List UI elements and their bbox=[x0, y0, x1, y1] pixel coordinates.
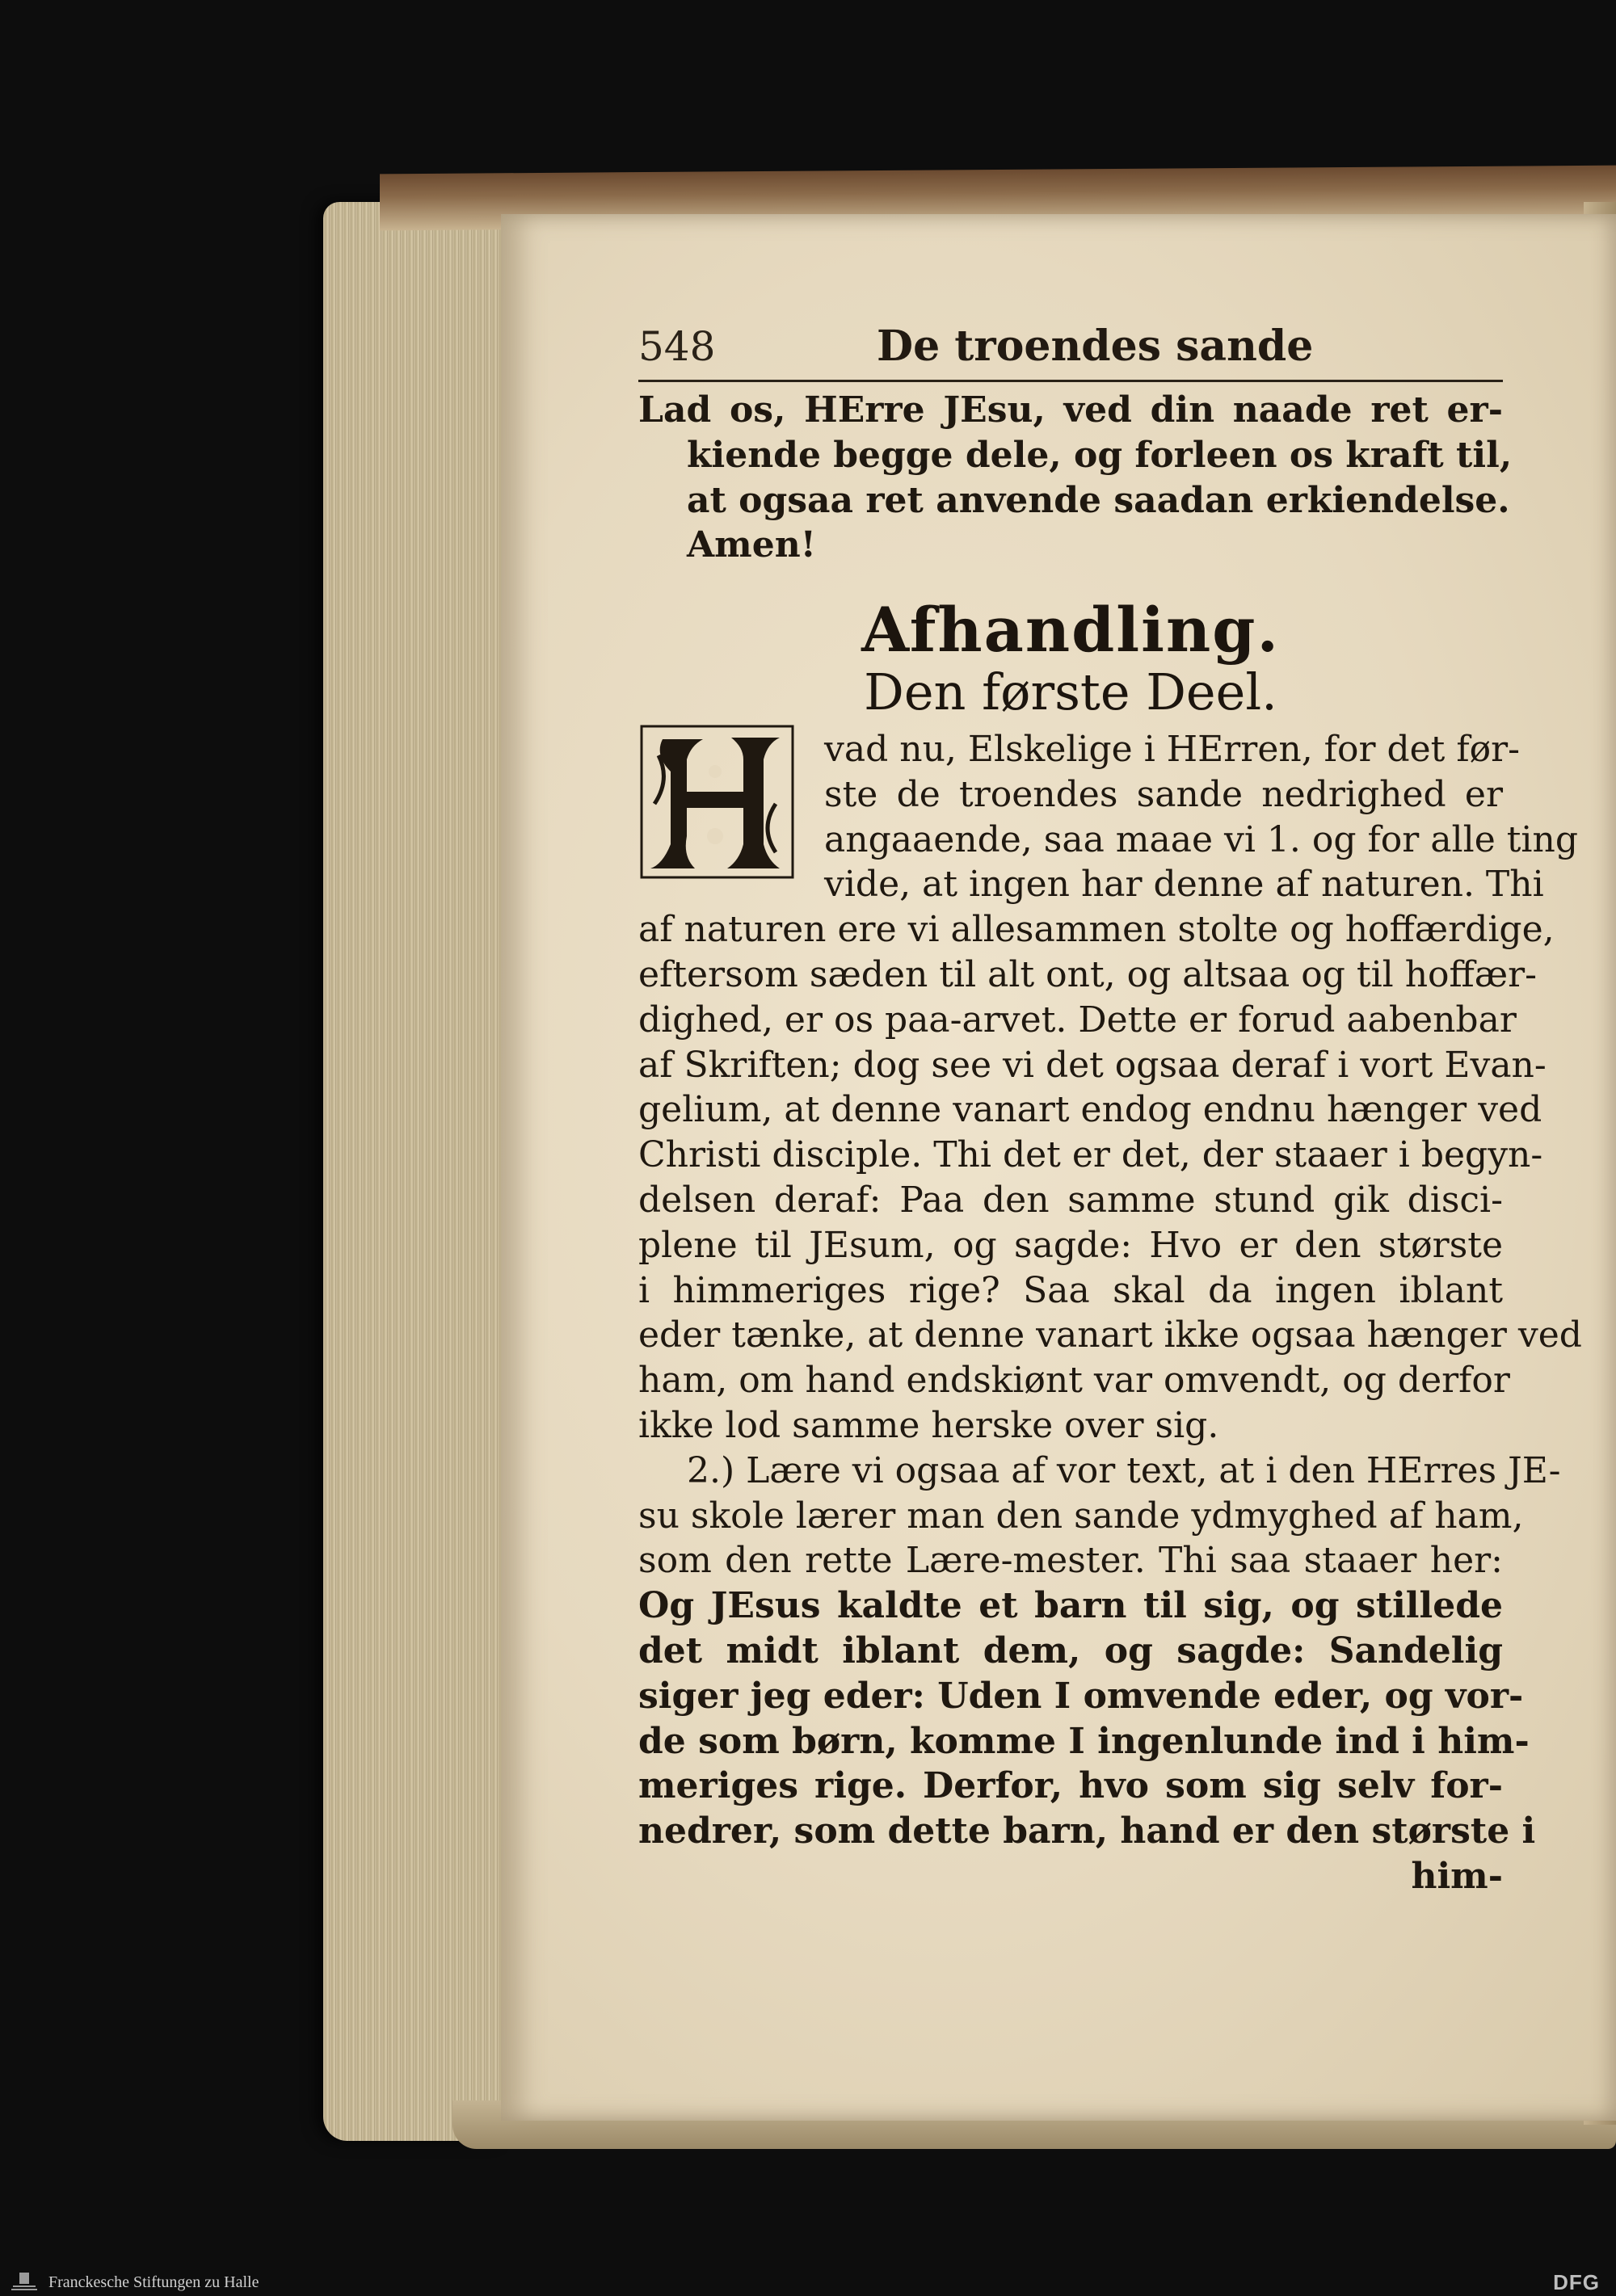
text-line: vide, at ingen har denne af naturen. Thi bbox=[824, 864, 1544, 906]
viewer-footer bbox=[0, 2269, 1616, 2296]
institution-logo-icon bbox=[8, 2271, 40, 2294]
text-line: siger jeg eder: Uden I omvende eder, og vor- bbox=[638, 1675, 1524, 1717]
institution-name: Franckesche Stiftungen zu Halle bbox=[48, 2273, 259, 2291]
prayer-line: kiende begge dele, og forleen os kraft til, bbox=[687, 434, 1513, 476]
text-line: det midt iblant dem, og sagde: Sandelig bbox=[638, 1629, 1503, 1672]
text-line: af naturen ere vi allesammen stolte og hoffærdige, bbox=[638, 909, 1555, 951]
prayer-line: at ogsaa ret anvende saadan erkiendelse. bbox=[687, 479, 1510, 521]
text-line: nedrer, som dette barn, hand er den største i bbox=[638, 1810, 1536, 1852]
page-number: 548 bbox=[638, 323, 716, 370]
text-line: ham, om hand endskiønt var omvendt, og derfor bbox=[638, 1360, 1510, 1402]
catchword: him- bbox=[1411, 1855, 1503, 1897]
text-line: delsen deraf: Paa den samme stund gik disci- bbox=[638, 1179, 1503, 1221]
dfg-logo: DFG bbox=[1553, 2270, 1600, 2294]
text-line: plene til JEsum, og sagde: Hvo er den største bbox=[638, 1224, 1503, 1266]
text-line: Og JEsus kaldte et barn til sig, og stillede bbox=[638, 1585, 1503, 1627]
closing-prayer bbox=[638, 388, 1513, 568]
text-line: gelium, at denne vanart endog endnu hænger ved bbox=[638, 1089, 1542, 1131]
prayer-line: Amen! bbox=[687, 524, 816, 566]
book-page-edges bbox=[323, 202, 501, 2141]
text-line: angaaende, saa maae vi 1. og for alle ting bbox=[824, 818, 1578, 860]
text-line: som den rette Lære-mester. Thi saa staaer her: bbox=[638, 1540, 1503, 1582]
text-line: eder tænke, at denne vanart ikke ogsaa hænger ved bbox=[638, 1314, 1582, 1356]
section-subtitle: Den første Deel. bbox=[864, 662, 1277, 721]
text-line: dighed, er os paa-arvet. Dette er forud aabenbar bbox=[638, 999, 1517, 1041]
text-line: af Skriften; dog see vi det ogsaa deraf i vort Evan- bbox=[638, 1044, 1547, 1086]
text-line: ikke lod samme herske over sig. bbox=[638, 1404, 1219, 1446]
text-line: su skole lærer man den sande ydmyghed af ham, bbox=[638, 1495, 1524, 1537]
running-head: De troendes sande bbox=[877, 322, 1314, 371]
text-line: Christi disciple. Thi det er det, der staaer i begyn- bbox=[638, 1134, 1543, 1176]
text-line: i himmeriges rige? Saa skal da ingen iblant bbox=[638, 1269, 1503, 1311]
text-line: meriges rige. Derfor, hvo som sig selv for- bbox=[638, 1765, 1503, 1807]
text-line: 2.) Lære vi ogsaa af vor text, at i den HErres JE- bbox=[687, 1449, 1561, 1491]
text-line: vad nu, Elskelige i HErren, for det før- bbox=[824, 729, 1521, 770]
section-title: Afhandling. bbox=[861, 594, 1280, 666]
text-line: de som børn, komme I ingenlunde ind i him- bbox=[638, 1720, 1530, 1762]
text-line: eftersom sæden til alt ont, og altsaa og til hoffær- bbox=[638, 953, 1538, 995]
main-text bbox=[638, 727, 1582, 1899]
page-header bbox=[638, 323, 1503, 382]
text-line: ste de troendes sande nedrighed er bbox=[824, 773, 1503, 815]
prayer-line: Lad os, HErre JEsu, ved din naade ret er- bbox=[638, 389, 1503, 431]
